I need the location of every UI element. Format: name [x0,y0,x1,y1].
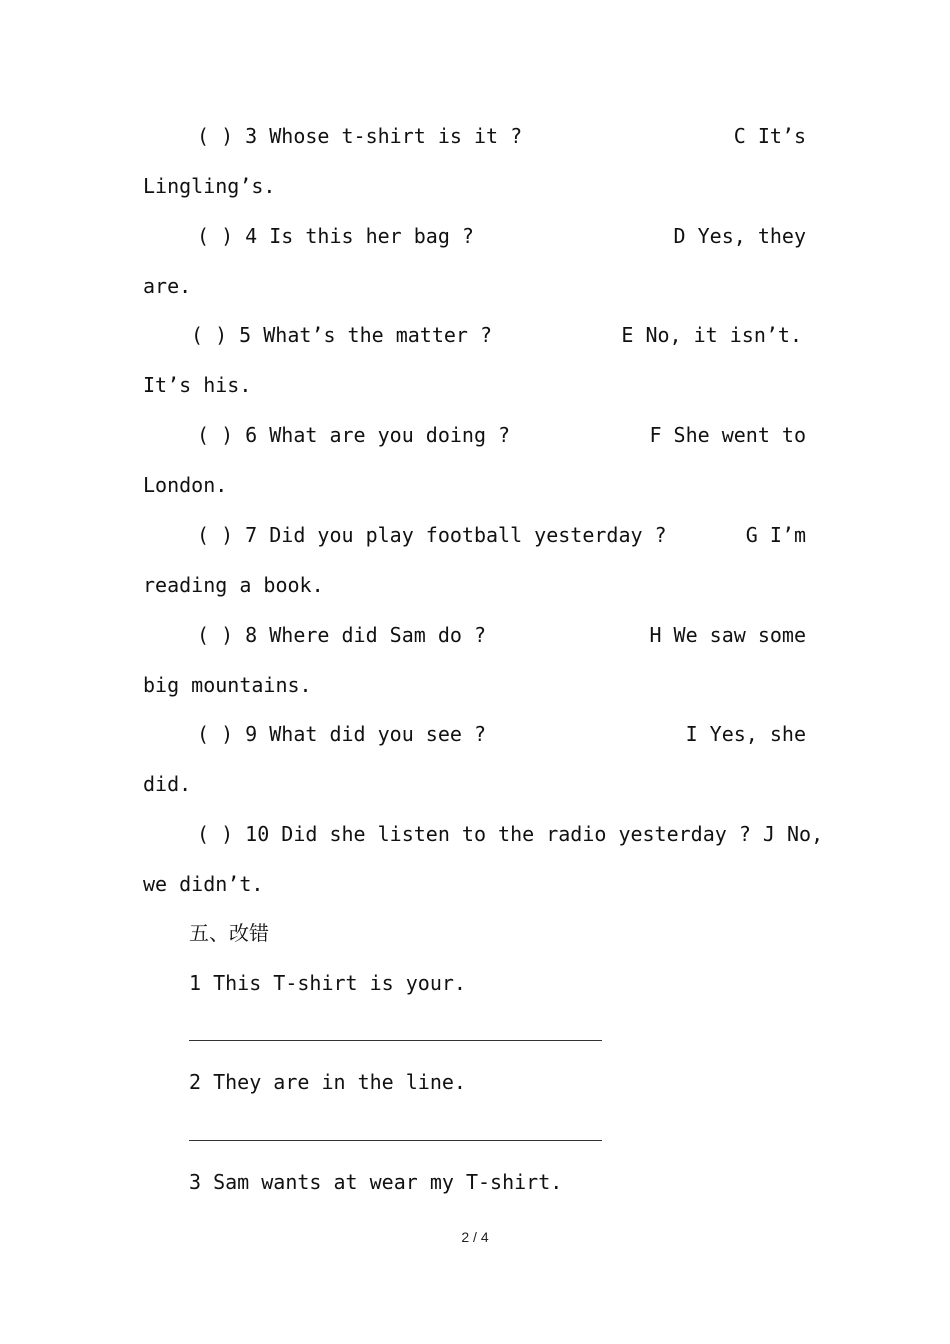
answer-option-c-continued: Lingling’s. [143,174,276,198]
answer-bracket[interactable]: ( ) [197,623,234,647]
section-heading: 五、改错 [189,921,269,945]
answer-bracket[interactable]: ( ) [197,822,234,846]
answer-option-e: E No, it isn’t. [621,323,802,347]
correction-sentence-2: 2 They are in the line. [189,1070,466,1094]
answer-option-e-continued: It’s his. [143,373,252,397]
question-3: ( ) 3 Whose t-shirt is it ? [197,124,523,148]
answer-option-f: F She went to [649,423,806,447]
question-10: ( ) 10 Did she listen to the radio yesterday ? J No, [197,822,824,846]
question-7: ( ) 7 Did you play football yesterday ? [197,523,667,547]
correction-sentence-1: 1 This T-shirt is your. [189,971,466,995]
correction-sentence-3: 3 Sam wants at wear my T-shirt. [189,1170,563,1194]
question-5: ( ) 5 What’s the matter ? [191,323,493,347]
question-6: ( ) 6 What are you doing ? [197,423,511,447]
answer-option-h: H We saw some [649,623,806,647]
answer-option-h-continued: big mountains. [143,673,312,697]
answer-blank-line-1[interactable] [189,1040,602,1041]
answer-bracket[interactable]: ( ) [197,722,234,746]
answer-option-g: G I’m [745,523,806,547]
answer-option-f-continued: London. [143,473,228,497]
answer-blank-line-2[interactable] [189,1140,602,1141]
answer-bracket[interactable]: ( ) [197,224,234,248]
answer-option-c: C It’s [733,124,806,148]
answer-option-g-continued: reading a book. [143,573,324,597]
answer-bracket[interactable]: ( ) [197,124,234,148]
answer-option-j-continued: we didn’t. [143,872,264,896]
answer-option-d: D Yes, they [673,224,806,248]
answer-option-i: I Yes, she [685,722,806,746]
answer-option-i-continued: did. [143,772,192,796]
question-8: ( ) 8 Where did Sam do ? [197,623,486,647]
page-number: 2 / 4 [461,1229,489,1245]
answer-bracket[interactable]: ( ) [197,523,234,547]
answer-option-d-continued: are. [143,274,192,298]
answer-bracket[interactable]: ( ) [191,323,228,347]
question-4: ( ) 4 Is this her bag ? [197,224,474,248]
question-9: ( ) 9 What did you see ? [197,722,486,746]
answer-bracket[interactable]: ( ) [197,423,234,447]
